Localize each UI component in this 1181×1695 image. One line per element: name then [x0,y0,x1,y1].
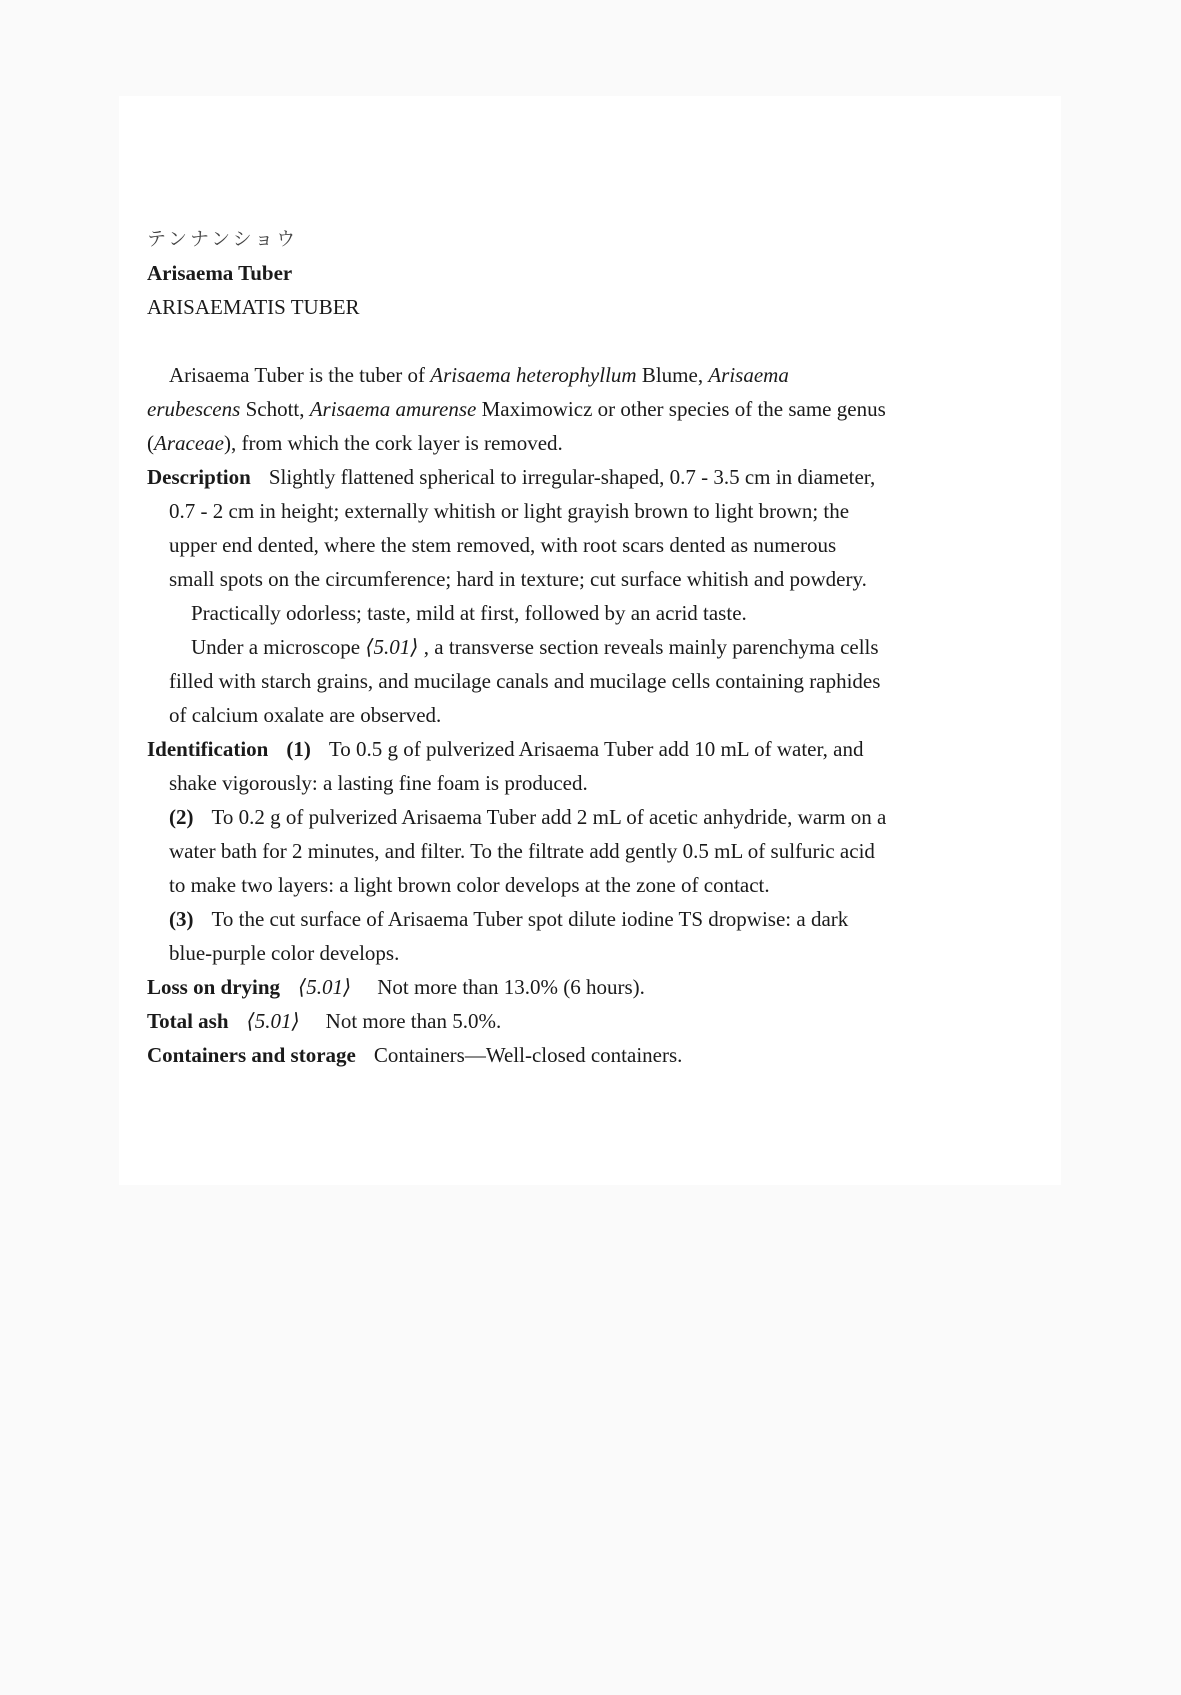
intro-paragraph [147,358,1047,460]
loss-on-drying-line [147,970,1047,1004]
description-line: small spots on the circumference; hard in texture; cut surface whitish and powdery. [169,567,867,591]
japanese-name: テンナンショウ [147,228,299,250]
text: Arisaema Tuber is the tuber of [169,363,431,387]
text: Under a microscope [191,635,366,659]
item-number: (2) [169,805,194,829]
description-line: upper end dented, where the stem removed, with root scars dented as numerous [169,533,837,557]
species-name: Arisaema heterophyllum [430,363,637,387]
identification-line [147,732,1047,766]
odor-line: Practically odorless; taste, mild at first, followed by an acrid taste. [191,601,747,625]
text: Blume, [636,363,709,387]
family-name: Araceae [154,431,224,455]
section-heading: Identification [147,737,269,761]
intro-line [147,426,1047,460]
containers-line [147,1038,1047,1072]
test-reference: ⟨5.01⟩ [298,975,352,999]
test-reference: ⟨5.01⟩ [365,635,419,659]
text: Containers—Well-closed containers. [373,1043,683,1067]
identification-line [147,902,1047,936]
item-number: (3) [169,907,194,931]
text: , a transverse section reveals mainly parenchyma cells [418,635,879,659]
species-name: Arisaema [708,363,789,387]
species-name: Arisaema amurense [309,397,477,421]
microscope-line: filled with starch grains, and mucilage canals and mucilage cells containing raphides [169,669,881,693]
intro-line [147,358,1047,392]
description-section [147,460,1047,732]
section-heading: Containers and storage [147,1043,356,1067]
document-page [119,96,1061,1185]
text: ), from which the cork layer is removed. [223,431,563,455]
text: To 0.2 g of pulverized Arisaema Tuber add 2 mL of acetic anhydride, warm on a [211,805,887,829]
identification-line: blue-purple color develops. [169,941,400,965]
total-ash-line [147,1004,1047,1038]
text: Schott, [240,397,310,421]
intro-line [147,392,1047,426]
identification-section [147,732,1047,970]
item-number: (1) [286,737,311,761]
section-heading: Loss on drying [147,975,281,999]
identification-line [147,800,1047,834]
section-heading: Description [147,465,251,489]
microscope-line [147,630,1047,664]
identification-line: to make two layers: a light brown color develops at the zone of contact. [169,873,770,897]
description-line [147,460,1047,494]
text: To 0.5 g of pulverized Arisaema Tuber add 10 mL of water, and [328,737,864,761]
english-name: Arisaema Tuber [147,261,293,285]
latin-name: ARISAEMATIS TUBER [147,295,360,319]
monograph-content [147,222,1047,1072]
identification-line: water bath for 2 minutes, and filter. To the filtrate add gently 0.5 mL of sulfuric acid [169,839,875,863]
text: Not more than 5.0%. [325,1009,502,1033]
text: To the cut surface of Arisaema Tuber spot dilute iodine TS dropwise: a dark [211,907,849,931]
text: Not more than 13.0% (6 hours). [377,975,645,999]
text: Maximowicz or other species of the same genus [476,397,886,421]
description-line: 0.7 - 2 cm in height; externally whitish or light grayish brown to light brown; the [169,499,850,523]
microscope-line: of calcium oxalate are observed. [169,703,442,727]
test-reference: ⟨5.01⟩ [246,1009,300,1033]
section-heading: Total ash [147,1009,229,1033]
identification-line: shake vigorously: a lasting fine foam is produced. [169,771,588,795]
text: Slightly flattened spherical to irregular-shaped, 0.7 - 3.5 cm in diameter, [268,465,876,489]
spacer [147,324,1047,358]
species-name: erubescens [147,397,241,421]
text: ( [147,431,154,455]
